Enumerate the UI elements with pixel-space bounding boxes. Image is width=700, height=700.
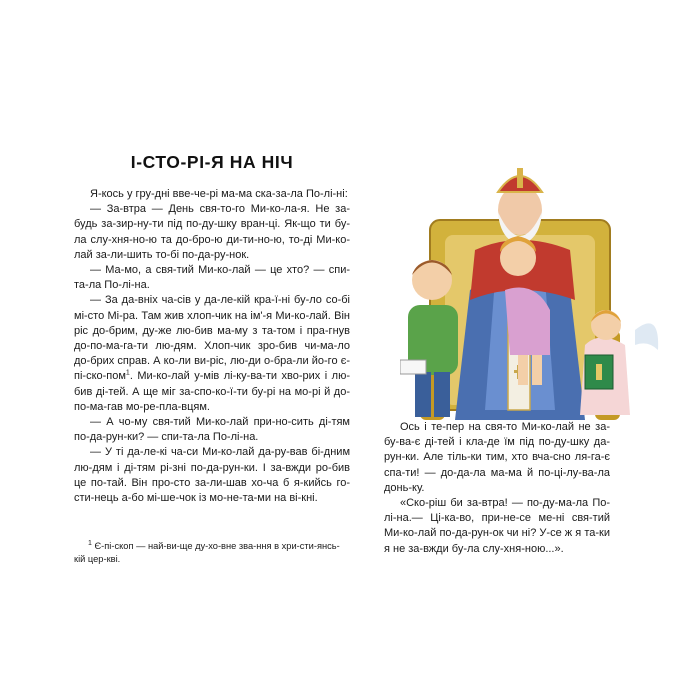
footnote-marker: 1 [125, 369, 130, 377]
footnote-marker: 1 [88, 539, 92, 547]
story-title: І-СТО-РІ-Я НА НІЧ [130, 152, 294, 172]
right-page [384, 420, 610, 557]
footnote-text: Є-пі-скоп — най-ви-ще ду-хо-вне зва-ння в хри-сти-янсь-кій цер-кві. [74, 541, 340, 564]
left-page [74, 152, 350, 506]
paragraph: — У ті да-ле-кі ча-си Ми-ко-лай да-ру-вав бі-дним лю-дям і ді-тям рі-зні по-да-рун-ки. І за-вжди ро-бив це по-тай. Він про-сто за-ли-шав хо-ча б я-кийсь го-сти-нець а-бо мі-ше-чок із мо-не-та-ми на ві-кні. [74, 446, 350, 505]
paragraph: — А чо-му свя-тий Ми-ко-лай при-но-сить ді-тям по-да-рун-ки? — спи-та-ла По-лі-на. [74, 416, 350, 444]
footnote [74, 540, 350, 566]
paragraph-text: — За да-вніх ча-сів у да-ле-кій кра-ї-ні бу-ло со-бі мі-сто Мі-ра. Там жив хлоп-чик на ім'-я Ми-ко-лай. Він ріс до-брим, ду-же лю-бив ма-му з та-том і пра-гнув до-по-ма-га-ти лю-дям. Хлоп-чик зро-бив чи-ма-ло до-брих справ. А ко-ли ви-ріс, лю-ди о-бра-ли йо-го є-пі-ско-пом [74, 294, 350, 383]
boy-figure [400, 260, 458, 417]
paragraph: «Ско-ріш би за-втра! — по-ду-ма-ла По-лі-на.— Ці-ка-во, при-не-се ме-ні свя-тий Ми-ко-лай по-да-рун-ок чи ні? У-се ж я та-ки я не за-вжди бу-ла слу-хня-ною...». [384, 497, 610, 555]
paragraph: — Ма-мо, а свя-тий Ми-ко-лай — це хто? — спи-та-ла По-лі-на. [74, 264, 350, 292]
paragraph-text: Ми-ко-лай у-мів лі-ку-ва-ти хво-рих і лю-бив ді-тей. А ще міг за-спо-ко-ї-ти бу-рі на мо-рі й до-по-ма-гав мо-ре-пла-вцям. [74, 370, 350, 413]
st-nicholas-illustration [400, 140, 660, 440]
paragraph: — За-втра — День свя-то-го Ми-ко-ла-я. Не за-будь за-зир-ну-ти під по-ду-шку вран-ці. Як-що ти бу-ла слу-хня-но-ю та до-бро-ю ди-ти-но-ю, то-ді Ми-ко-лай за-ли-шить то-бі по-да-ру-нок. [74, 203, 350, 261]
angel-figure [580, 310, 658, 415]
paragraph: Я-кось у гру-дні вве-че-рі ма-ма ска-за-ла По-лі-ні: [90, 188, 348, 200]
paragraph: Ось і те-пер на свя-то Ми-ко-лай не за-бу-ва-є ді-тей і кла-де їм під по-ду-шку да-рун-ки. Але тіль-ки тим, хто вча-сно ля-га-є спа-ти! — до-да-ла ма-ма й по-ці-лу-ва-ла донь-ку. [384, 421, 610, 494]
paragraph-with-footnote: — За да-вніх ча-сів у да-ле-кій кра-ї-ні бу-ло со-бі мі-сто Мі-ра. Там жив хлоп-чик на ім'-я Ми-ко-лай. Він ріс до-брим, ду-же лю-бив ма-му з та-том і пра-гнув до-по-ма-га-ти лю-дям. Хлоп-чик зро-бив чи-ма-ло до-брих справ. А ко-ли ви-ріс, лю-ди о-бра-ли йо-го є-пі-ско-пом$^1$. Ми-ко-лай у-мів лі-ку-ва-ти хво-рих і лю-бив ді-тей. А ще міг за-спо-ко-ї-ти бу-рі на мо-рі й до-по-ма-гав мо-ре-пла-вцям. [74, 294, 350, 413]
